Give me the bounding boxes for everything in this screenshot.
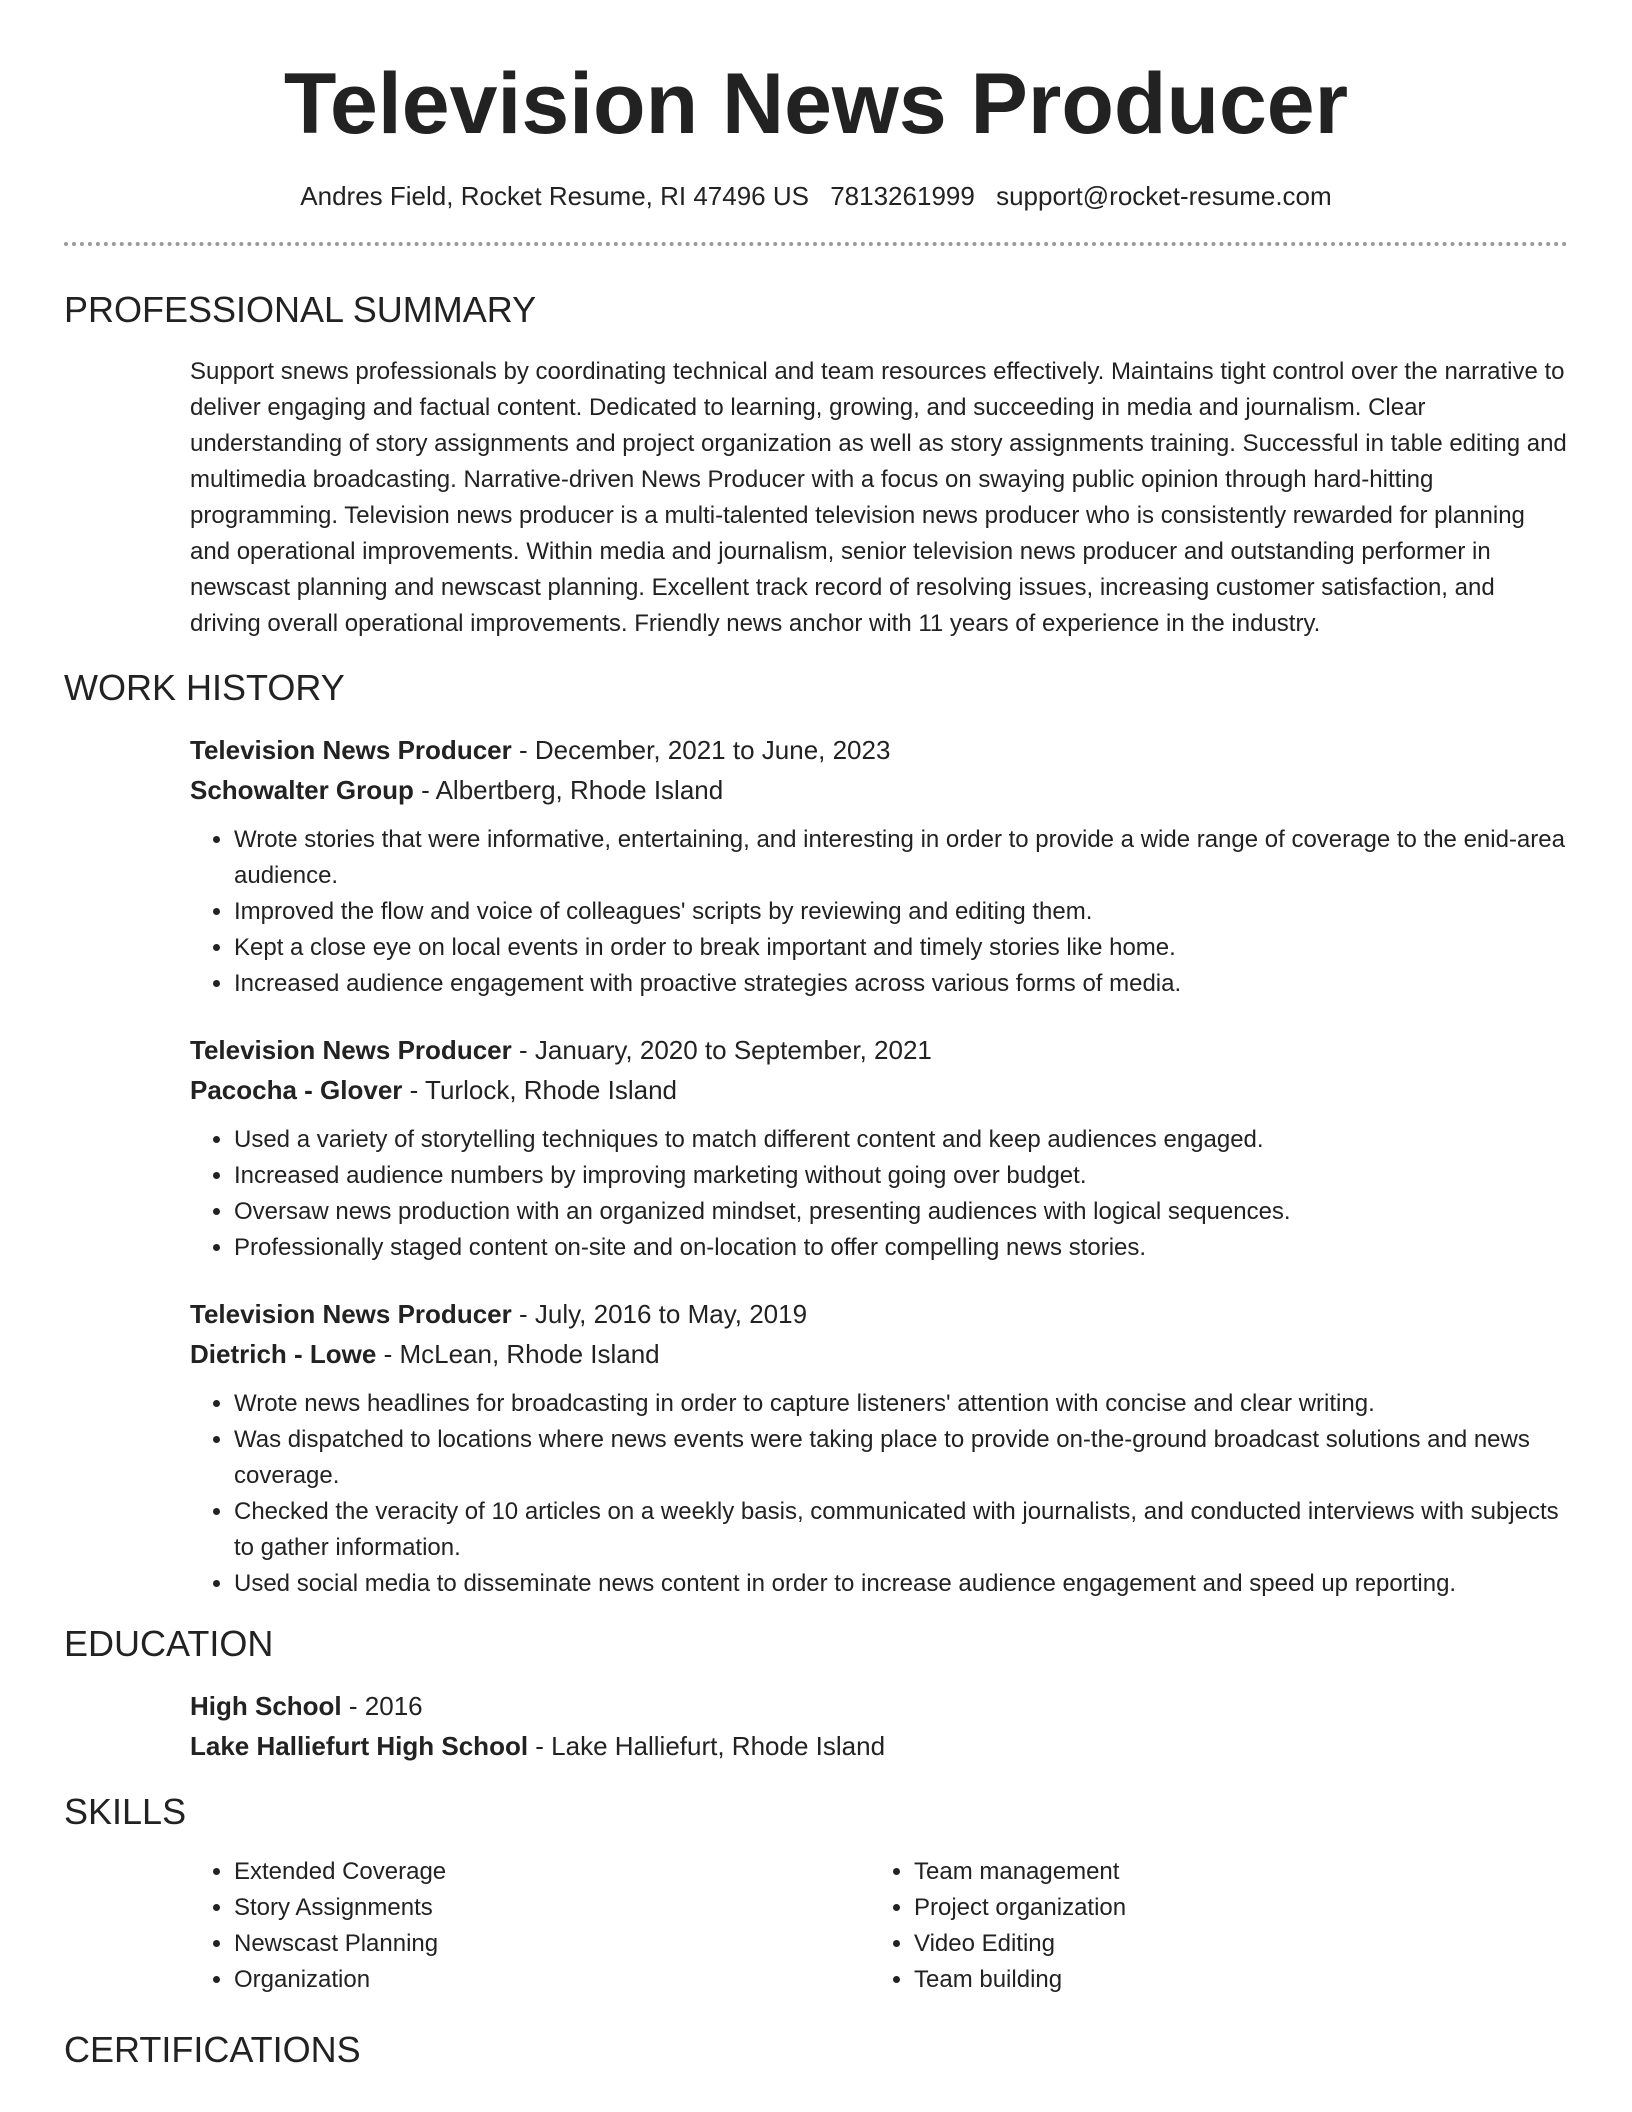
education-school-line: [190, 1726, 1568, 1766]
job-title-line: [190, 730, 1568, 770]
skills-section: [190, 1854, 1568, 1998]
skill-item: • Video Editing: [914, 1926, 1550, 1962]
certifications-heading: CERTIFICATIONS: [64, 2029, 361, 2070]
education-heading: EDUCATION: [64, 1623, 274, 1664]
job-company: Pacocha - Glover: [190, 1075, 403, 1105]
contact-address: Andres Field, Rocket Resume, RI 47496 US: [300, 181, 809, 211]
skill-item: • Extended Coverage: [234, 1854, 870, 1890]
education-school: Lake Halliefurt High School: [190, 1731, 529, 1761]
contact-line: [64, 178, 1568, 214]
contact-phone: 7813261999: [830, 181, 975, 211]
job-bullet: • Increased audience engagement with proactive strategies across various forms of media.: [234, 966, 1568, 1002]
job-company: Schowalter Group: [190, 775, 414, 805]
job-title-line: [190, 1030, 1568, 1070]
job-bullet: • Increased audience numbers by improving marketing without going over budget.: [234, 1158, 1568, 1194]
skills-columns: [190, 1854, 1568, 1998]
education-degree: High School: [190, 1691, 342, 1721]
summary-section: [190, 354, 1568, 642]
summary-heading: PROFESSIONAL SUMMARY: [64, 289, 537, 330]
skills-list-right: [870, 1854, 1550, 1998]
job-entry: [190, 1294, 1568, 1602]
resume-title: Television News Producer: [283, 56, 1349, 152]
skill-item: • Organization: [234, 1962, 870, 1998]
education-year: - 2016: [341, 1691, 423, 1721]
job-bullet: • Professionally staged content on-site and on-location to offer compelling news stories.: [234, 1230, 1568, 1266]
education-section: [190, 1686, 1568, 1766]
skill-item: • Team building: [914, 1962, 1550, 1998]
job-bullet: • Used social media to disseminate news content in order to increase audience engagement and speed up reporting.: [234, 1566, 1568, 1602]
job-role: Television News Producer: [190, 1299, 512, 1329]
job-entry: [190, 1030, 1568, 1266]
job-dates: - January, 2020 to September, 2021: [511, 1035, 932, 1065]
skills-list-left: [190, 1854, 870, 1998]
job-dates: - December, 2021 to June, 2023: [511, 735, 891, 765]
job-title-line: [190, 1294, 1568, 1334]
job-location: - Albertberg, Rhode Island: [413, 775, 724, 805]
job-company: Dietrich - Lowe: [190, 1339, 377, 1369]
job-entry: [190, 730, 1568, 1002]
job-bullet: • Was dispatched to locations where news events were taking place to provide on-the-ground broadcast solutions and news coverage.: [234, 1422, 1568, 1494]
skills-heading: SKILLS: [64, 1791, 187, 1832]
job-bullet: • Kept a close eye on local events in order to break important and timely stories like home.: [234, 930, 1568, 966]
job-bullets: [190, 1386, 1568, 1602]
resume-page: [64, 0, 1568, 2072]
job-location: - Turlock, Rhode Island: [402, 1075, 677, 1105]
job-bullet: • Improved the flow and voice of colleagues' scripts by reviewing and editing them.: [234, 894, 1568, 930]
skill-item: • Story Assignments: [234, 1890, 870, 1926]
job-company-line: [190, 1070, 1568, 1110]
job-bullet: • Used a variety of storytelling techniques to match different content and keep audiences engaged.: [234, 1122, 1568, 1158]
job-role: Television News Producer: [190, 1035, 512, 1065]
contact-email: support@rocket-resume.com: [996, 181, 1332, 211]
education-location: - Lake Halliefurt, Rhode Island: [528, 1731, 886, 1761]
skill-item: • Project organization: [914, 1890, 1550, 1926]
job-bullets: [190, 822, 1568, 1002]
job-location: - McLean, Rhode Island: [376, 1339, 660, 1369]
job-bullet: • Oversaw news production with an organized mindset, presenting audiences with logical sequences.: [234, 1194, 1568, 1230]
skill-item: • Team management: [914, 1854, 1550, 1890]
work-history-section: [190, 730, 1568, 1602]
education-degree-line: [190, 1686, 1568, 1726]
job-company-line: [190, 770, 1568, 810]
work-history-heading: WORK HISTORY: [64, 667, 345, 708]
job-dates: - July, 2016 to May, 2019: [511, 1299, 808, 1329]
skill-item: • Newscast Planning: [234, 1926, 870, 1962]
job-bullet: • Checked the veracity of 10 articles on a weekly basis, communicated with journalists, and conducted interviews with subjects to gather information.: [234, 1494, 1568, 1566]
job-company-line: [190, 1334, 1568, 1374]
job-bullets: [190, 1122, 1568, 1266]
job-bullet: • Wrote news headlines for broadcasting in order to capture listeners' attention with concise and clear writing.: [234, 1386, 1568, 1422]
header-divider: [64, 242, 1568, 246]
job-bullet: • Wrote stories that were informative, entertaining, and interesting in order to provide a wide range of coverage to the enid-area audience.: [234, 822, 1568, 894]
summary-text: Support snews professionals by coordinating technical and team resources effectively. Maintains tight control over the narrative to deliver engaging and factual content. Dedicated to learning, growing, and succeeding in media and journalism. Clear understanding of story assignments and project organization as well as story assignments training. Successful in table editing and multimedia broadcasting. Narrative-driven News Producer with a focus on swaying public opinion through hard-hitting programming. Television news producer is a multi-talented television news producer who is consistently rewarded for planning and operational improvements. Within media and journalism, senior television news producer and outstanding performer in newscast planning and newscast planning. Excellent track record of resolving issues, increasing customer satisfaction, and driving overall operational improvements. Friendly news anchor with 11 years of experience in the industry.: [190, 358, 1567, 637]
job-role: Television News Producer: [190, 735, 512, 765]
